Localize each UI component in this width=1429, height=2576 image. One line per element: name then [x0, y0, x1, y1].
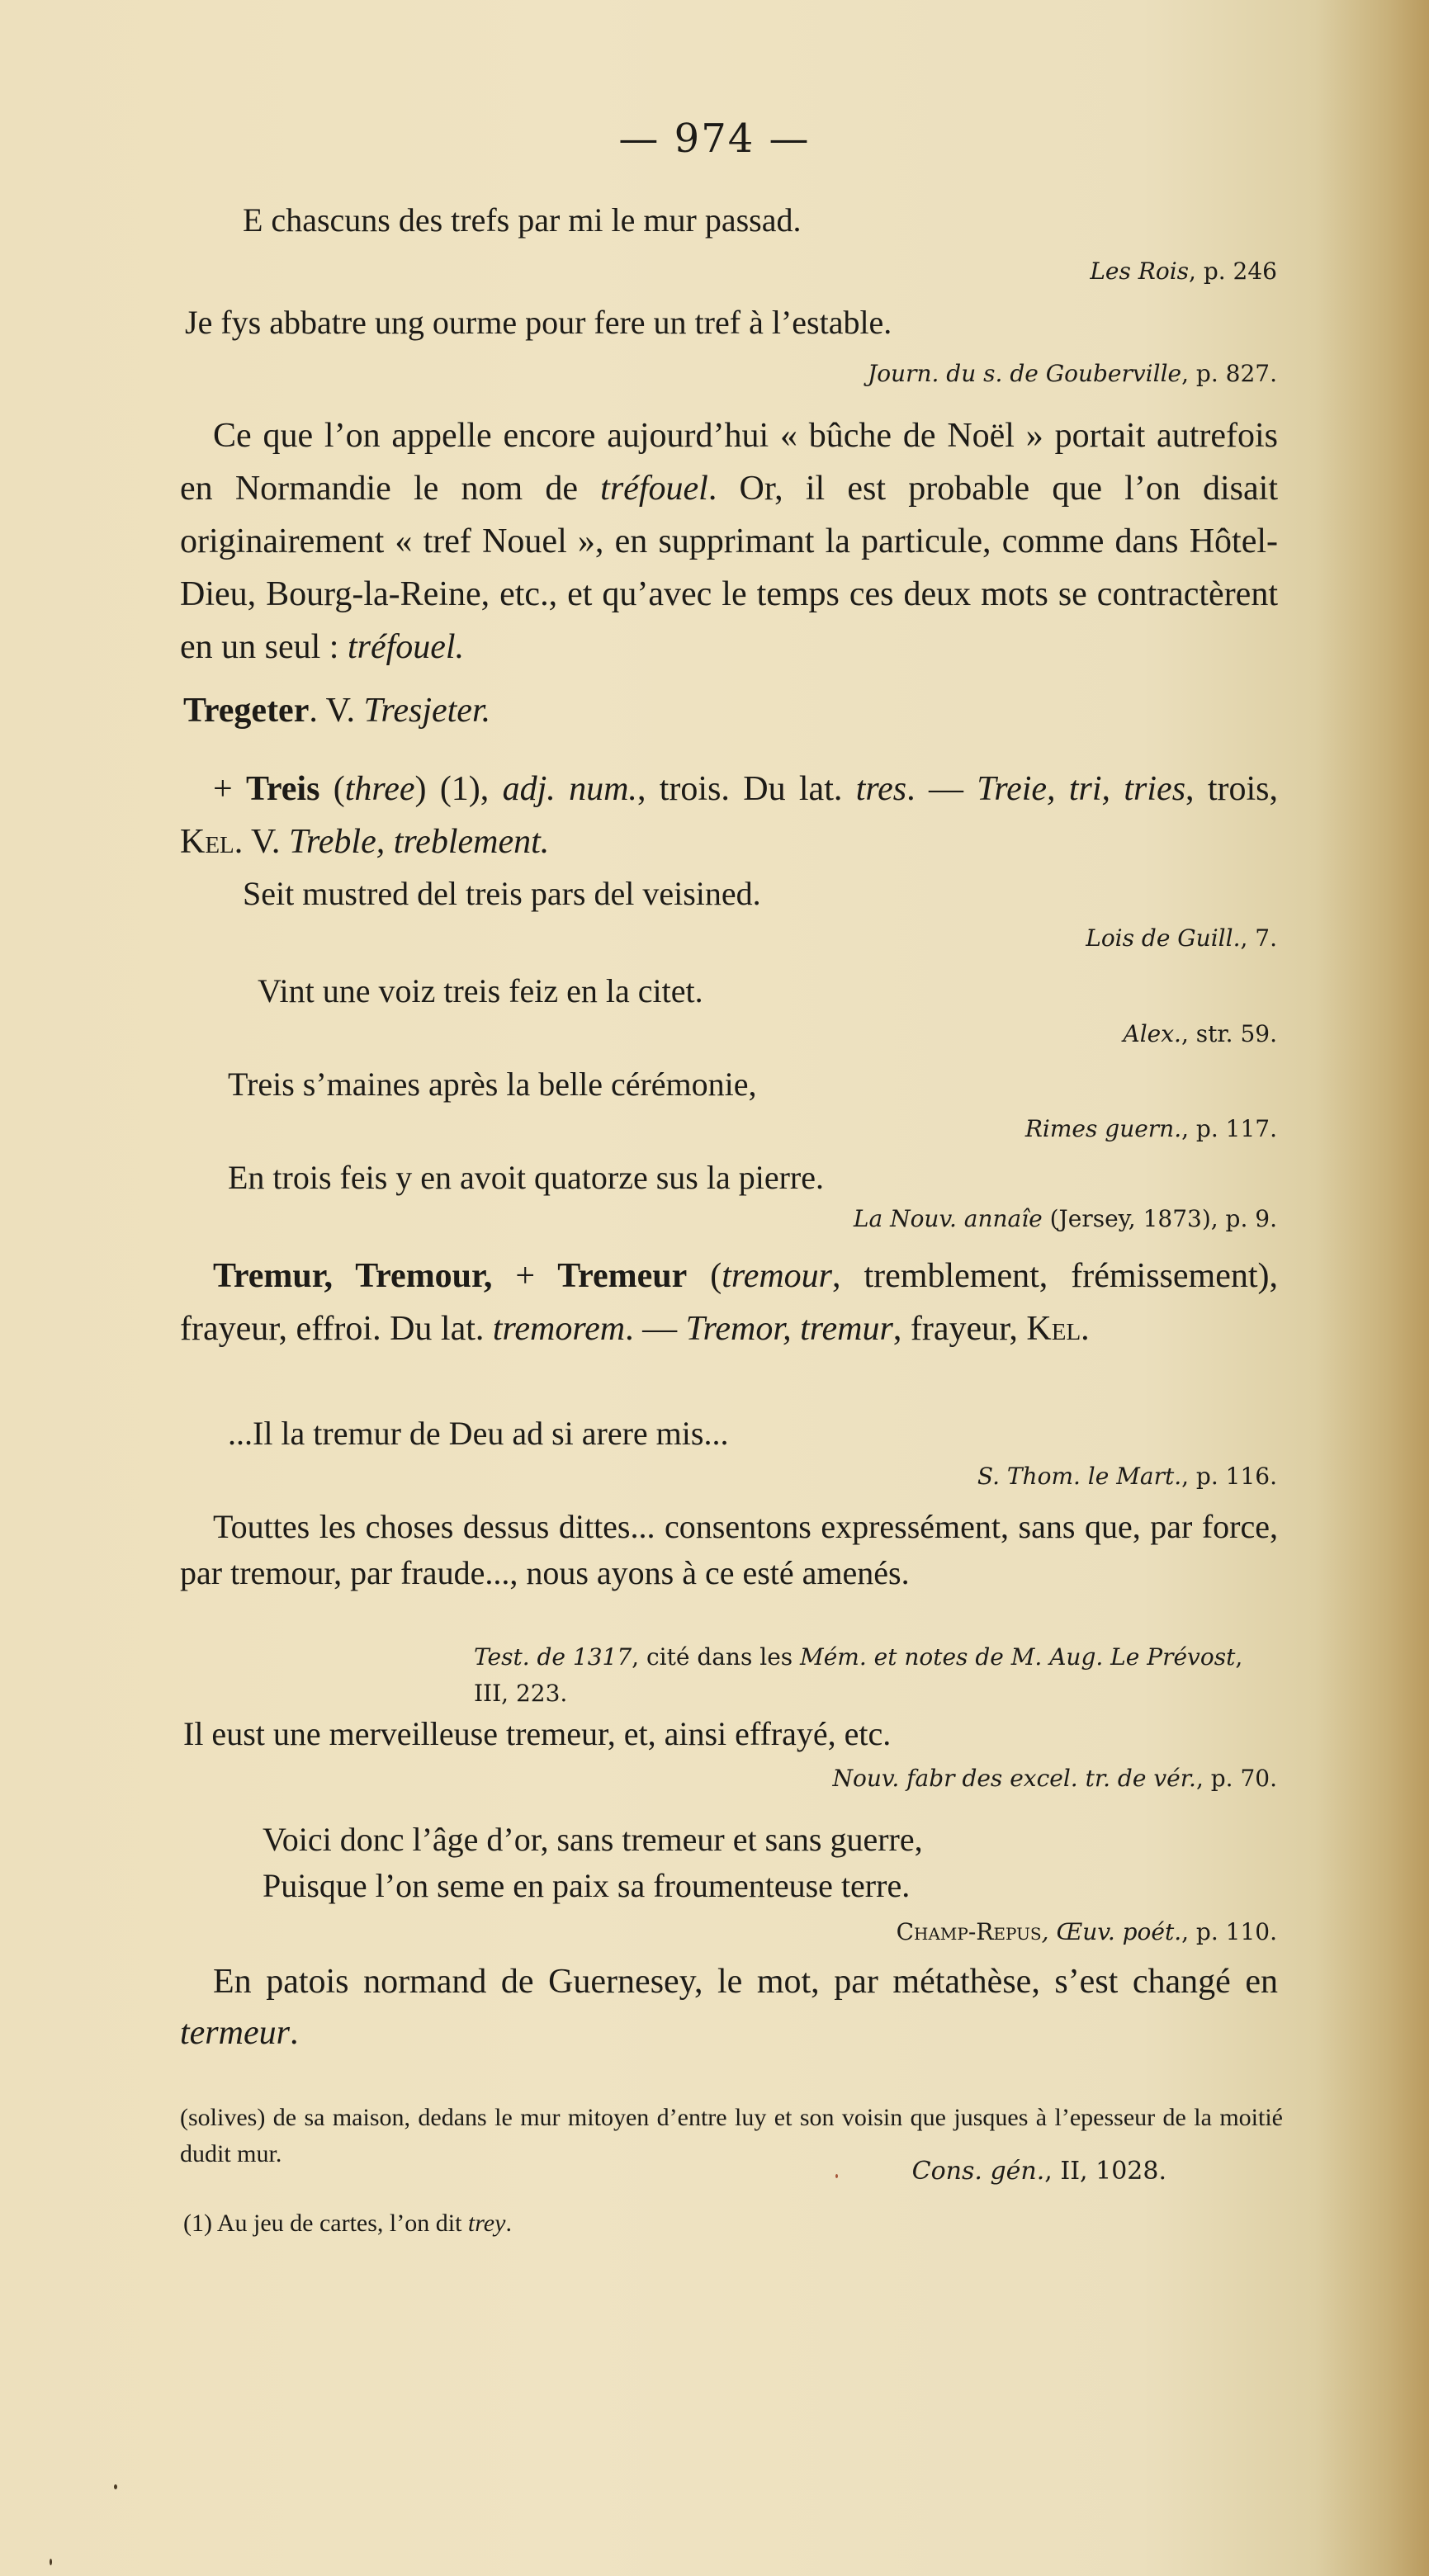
latin-etymon: tremorem: [492, 1310, 626, 1348]
citation-alex: [1124, 1009, 1278, 1060]
paragraph-trefouel: [180, 409, 1278, 674]
citation-title: Les Rois: [1090, 258, 1190, 285]
footnote-1: [183, 2205, 512, 2242]
term-italic: tréfouel.: [347, 628, 465, 666]
paper-speck: [50, 2559, 52, 2565]
quote-les-rois: E chascuns des trefs par mi le mur passad.: [243, 201, 802, 239]
entry-text: , frayeur,: [892, 1310, 1027, 1348]
citation-ref: , II, 1028.: [1044, 2157, 1166, 2186]
citation-title: La Nouv. annaîe: [853, 1205, 1043, 1232]
citation-ref: (Jersey, 1873), p. 9.: [1042, 1205, 1277, 1232]
citation-title: Alex.: [1123, 1020, 1181, 1047]
source-abbrev: Kel: [1026, 1310, 1081, 1348]
grammar-label: adj. num.: [502, 770, 637, 808]
entry-treis: [180, 763, 1278, 868]
quote-touttes-les-choses: Touttes les choses dessus dittes... consentons expressément, sans que, par force, par tremour, par fraude..., nous ayons à ce esté amenés.: [180, 1508, 1278, 1591]
citation-ref: , III, 223.: [474, 1643, 1243, 1707]
footnote-text: .: [505, 2210, 512, 2237]
citation-les-rois: [1090, 246, 1277, 297]
citation-title: Mém. et notes de M. Aug. Le Prévost: [800, 1643, 1236, 1671]
citation-author: Champ-Repus: [896, 1918, 1042, 1945]
term-italic: termeur: [180, 2014, 290, 2052]
entry-text: , trois,: [1185, 770, 1279, 808]
page-number: — 974 —: [618, 116, 811, 162]
citation-ref: , p. 117.: [1181, 1115, 1277, 1142]
entry-text: . —: [625, 1310, 686, 1348]
citation-ref: , 7.: [1240, 924, 1277, 952]
english-gloss: three: [344, 770, 415, 808]
citation-title: Test. de 1317: [474, 1643, 632, 1671]
citation-title: S. Thom. le Mart.: [977, 1463, 1182, 1490]
citation-title: Lois de Guill.: [1086, 924, 1241, 952]
entry-text: . V.: [234, 823, 289, 861]
paragraph-text: Ce que l’on appelle encore aujourd’hui « bûche de Noël » portait autrefois en Normandie le nom de: [180, 417, 1278, 508]
entry-text: ) (1),: [414, 770, 503, 808]
citation-title: , Œuv. poét.: [1041, 1918, 1182, 1945]
paragraph-text: En patois normand de Guernesey, le mot, par métathèse, s’est changé en: [213, 1963, 1278, 2001]
verse-line-1: Voici donc l’âge d’or, sans tremeur et sans guerre,: [263, 1821, 923, 1858]
plus-mark-icon: +: [213, 770, 233, 808]
citation-nouv-fabr: [832, 1753, 1277, 1804]
entry-headword: Tregeter: [183, 692, 310, 730]
paragraph-text: . Or, il est probable que l’on disait originairement « tref Nouel », en supprimant la particule, comme dans Hôtel-Dieu, Bourg-la-Reine, etc., et qu’avec le temps ces deux mots se contractèrent en un seul :: [180, 470, 1279, 666]
citation-title: Journ. du s. de Gouberville: [867, 360, 1182, 387]
quote-tremur-de-deu: ...Il la tremur de Deu ad si arere mis...: [228, 1415, 729, 1452]
quote-merveilleuse-tremeur: Il eust une merveilleuse tremeur, et, ainsi effrayé, etc.: [183, 1715, 892, 1752]
plus-mark-icon: +: [515, 1257, 535, 1295]
footnote-text: (1) Au jeu de cartes, l’on dit: [183, 2210, 468, 2237]
citation-ref: , p. 70.: [1195, 1765, 1277, 1792]
paragraph-guernesey: [180, 1956, 1278, 2058]
entry-headword: Tremeur: [535, 1257, 688, 1295]
paper-speck: [114, 2484, 117, 2489]
citation-lois-guill: [1086, 913, 1277, 964]
entry-text: (: [319, 770, 345, 808]
paper-speck: [835, 2174, 838, 2178]
citation-rimes-guern: [1025, 1104, 1277, 1155]
entry-tregeter: [183, 685, 490, 736]
citation-champ-repus: [897, 1907, 1277, 1958]
source-abbrev: Kel: [180, 823, 234, 861]
citation-text: , cité dans les: [632, 1643, 801, 1671]
citation-gouberville: [868, 348, 1277, 399]
entry-text: , trois. Du lat.: [636, 770, 856, 808]
citation-ref: , p. 246: [1189, 258, 1277, 285]
citation-title: Cons. gén.: [911, 2157, 1045, 2186]
citation-title: Nouv. fabr des excel. tr. de vér.: [832, 1765, 1196, 1792]
latin-etymon: tres: [855, 770, 907, 808]
paragraph-text: .: [289, 2014, 299, 2052]
term-italic: tréfouel: [600, 470, 708, 508]
cross-reference: Treble, treblement.: [288, 823, 550, 861]
entry-headword: Treis: [246, 770, 320, 808]
entry-headword: Tremur, Tremour,: [213, 1257, 516, 1295]
citation-test-1317: [474, 1639, 1283, 1712]
entry-text: (: [687, 1257, 722, 1295]
citation-ref: , str. 59.: [1181, 1020, 1277, 1047]
cross-reference: Tresjeter.: [363, 692, 491, 730]
term-italic: trey: [467, 2210, 506, 2237]
citation-cons-gen: [912, 2146, 1166, 2197]
quote-gouberville: Je fys abbatre ung ourme pour fere un tref à l’estable.: [185, 304, 892, 341]
entry-text: , tremblement, frémissement), frayeur, effroi. Du lat.: [180, 1257, 1278, 1348]
entry-text: . V.: [309, 692, 364, 730]
citation-ref: , p. 116.: [1181, 1463, 1277, 1490]
variant-forms: Treie, tri, tries: [977, 770, 1186, 808]
quote-en-trois-feis: En trois feis y en avoit quatorze sus la pierre.: [228, 1159, 824, 1196]
quote-seit-mustred: Seit mustred del treis pars del veisined.: [243, 875, 761, 912]
entry-text: . —: [906, 770, 977, 808]
citation-ref: , p. 110.: [1181, 1918, 1277, 1945]
variant-forms: Tremor, tremur: [685, 1310, 893, 1348]
entry-tremur: [180, 1250, 1278, 1355]
citation-s-thom: [977, 1451, 1277, 1502]
citation-title: Rimes guern.: [1024, 1115, 1182, 1142]
quote-vint-une-voiz: Vint une voiz treis feiz en la citet.: [258, 972, 703, 1009]
verse-line-2: Puisque l’on seme en paix sa froumenteuse terre.: [263, 1867, 911, 1904]
quote-treis-smaines: Treis s’maines après la belle cérémonie,: [228, 1066, 757, 1103]
citation-ref: , p. 827.: [1181, 360, 1277, 387]
footnote-continuation: (solives) de sa maison, dedans le mur mitoyen d’entre luy et son voisin que jusques à l’epesseur de la moitié dudit mur.: [180, 2104, 1283, 2167]
gloss-italic: tremour: [722, 1257, 833, 1295]
entry-text: .: [1081, 1310, 1090, 1348]
citation-nouv-annaie: [854, 1193, 1277, 1245]
